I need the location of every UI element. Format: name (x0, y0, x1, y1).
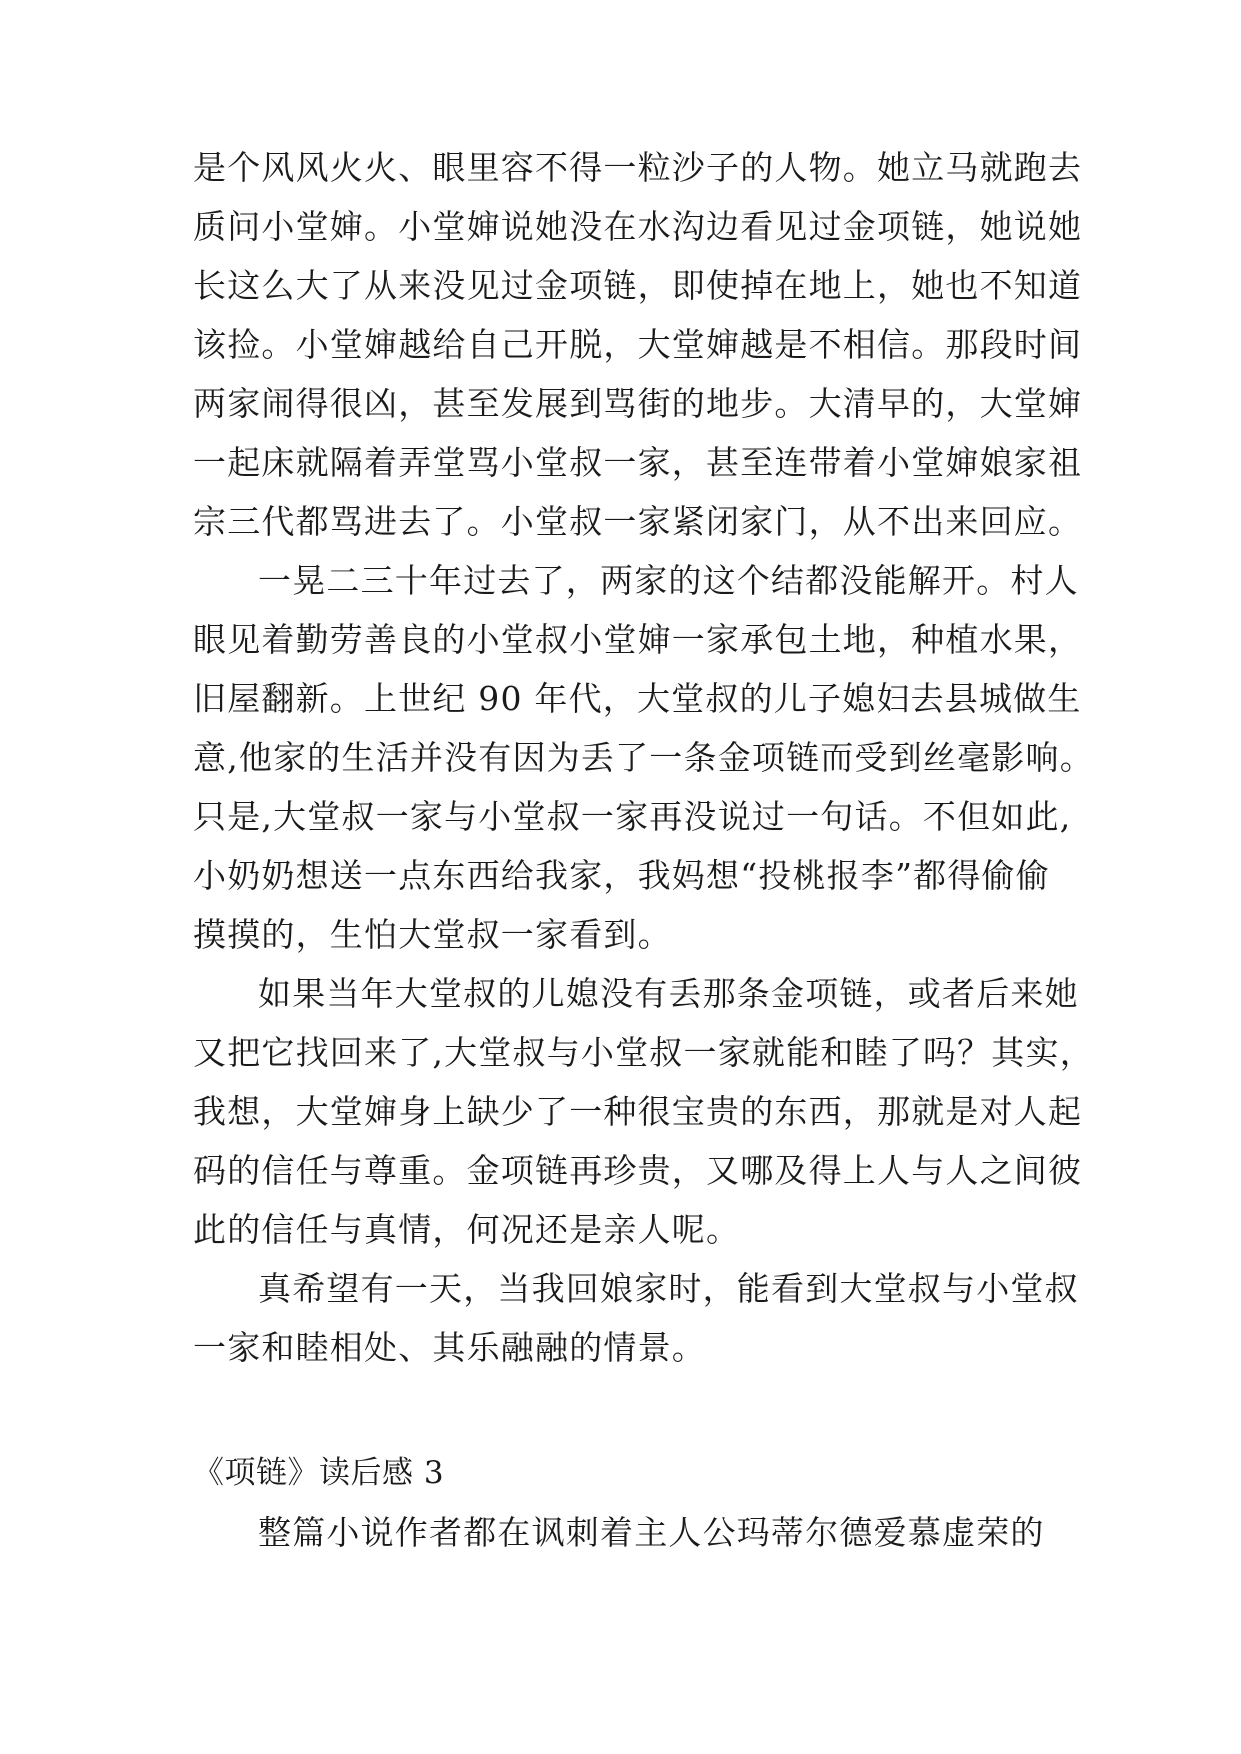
paragraph-line: 如果当年大堂叔的儿媳没有丢那条金项链，或者后来她 (258, 974, 1079, 1013)
paragraph-line: 一家和睦相处、其乐融融的情景。 (193, 1328, 706, 1367)
paragraph-line: 宗三代都骂进去了。小堂叔一家紧闭家门，从不出来回应。 (193, 502, 1083, 541)
paragraph-line: 意,他家的生活并没有因为丢了一条金项链而受到丝毫影响。 (193, 738, 1094, 777)
paragraph-line: 摸摸的，生怕大堂叔一家看到。 (193, 915, 672, 954)
section-heading: 《项链》读后感 3 (193, 1455, 445, 1491)
paragraph-line: 整篇小说作者都在讽刺着主人公玛蒂尔德爱慕虚荣的 (258, 1513, 1045, 1552)
paragraph-line: 质问小堂婶。小堂婶说她没在水沟边看见过金项链，她说她 (193, 207, 1083, 246)
paragraph-line: 只是,大堂叔一家与小堂叔一家再没说过一句话。不但如此, (193, 797, 1072, 836)
paragraph-line: 码的信任与尊重。金项链再珍贵，又哪及得上人与人之间彼 (193, 1151, 1083, 1190)
paragraph-2 (193, 551, 1094, 964)
paragraph-line: 我想，大堂婶身上缺少了一种很宝贵的东西，那就是对人起 (193, 1092, 1083, 1131)
paragraph-line: 该捡。小堂婶越给自己开脱，大堂婶越是不相信。那段时间 (193, 325, 1083, 364)
paragraph-line: 一起床就隔着弄堂骂小堂叔一家，甚至连带着小堂婶娘家祖 (193, 443, 1083, 482)
paragraph-line: 旧屋翻新。上世纪 90 年代，大堂叔的儿子媳妇去县城做生 (193, 679, 1082, 718)
paragraph-line: 两家闹得很凶，甚至发展到骂街的地步。大清早的，大堂婶 (193, 384, 1083, 423)
paragraph-1 (193, 138, 1083, 551)
paragraph-line: 眼见着勤劳善良的小堂叔小堂婶一家承包土地，种植水果， (193, 620, 1083, 659)
paragraph-line: 是个风风火火、眼里容不得一粒沙子的人物。她立马就跑去 (193, 148, 1083, 187)
paragraph-line: 此的信任与真情，何况还是亲人呢。 (193, 1210, 741, 1249)
paragraph-4 (193, 1259, 1079, 1377)
paragraph-line: 真希望有一天，当我回娘家时，能看到大堂叔与小堂叔 (258, 1269, 1079, 1308)
paragraph-line: 长这么大了从来没见过金项链，即使掉在地上，她也不知道 (193, 266, 1083, 305)
paragraph-3 (193, 964, 1094, 1259)
paragraph-line: 小奶奶想送一点东西给我家，我妈想“投桃报李”都得偷偷 (193, 856, 1050, 895)
paragraph-5 (193, 1503, 1063, 1562)
paragraph-line: 一晃二三十年过去了，两家的这个结都没能解开。村人 (258, 561, 1079, 600)
paragraph-line: 又把它找回来了,大堂叔与小堂叔一家就能和睦了吗？其实， (193, 1033, 1094, 1072)
